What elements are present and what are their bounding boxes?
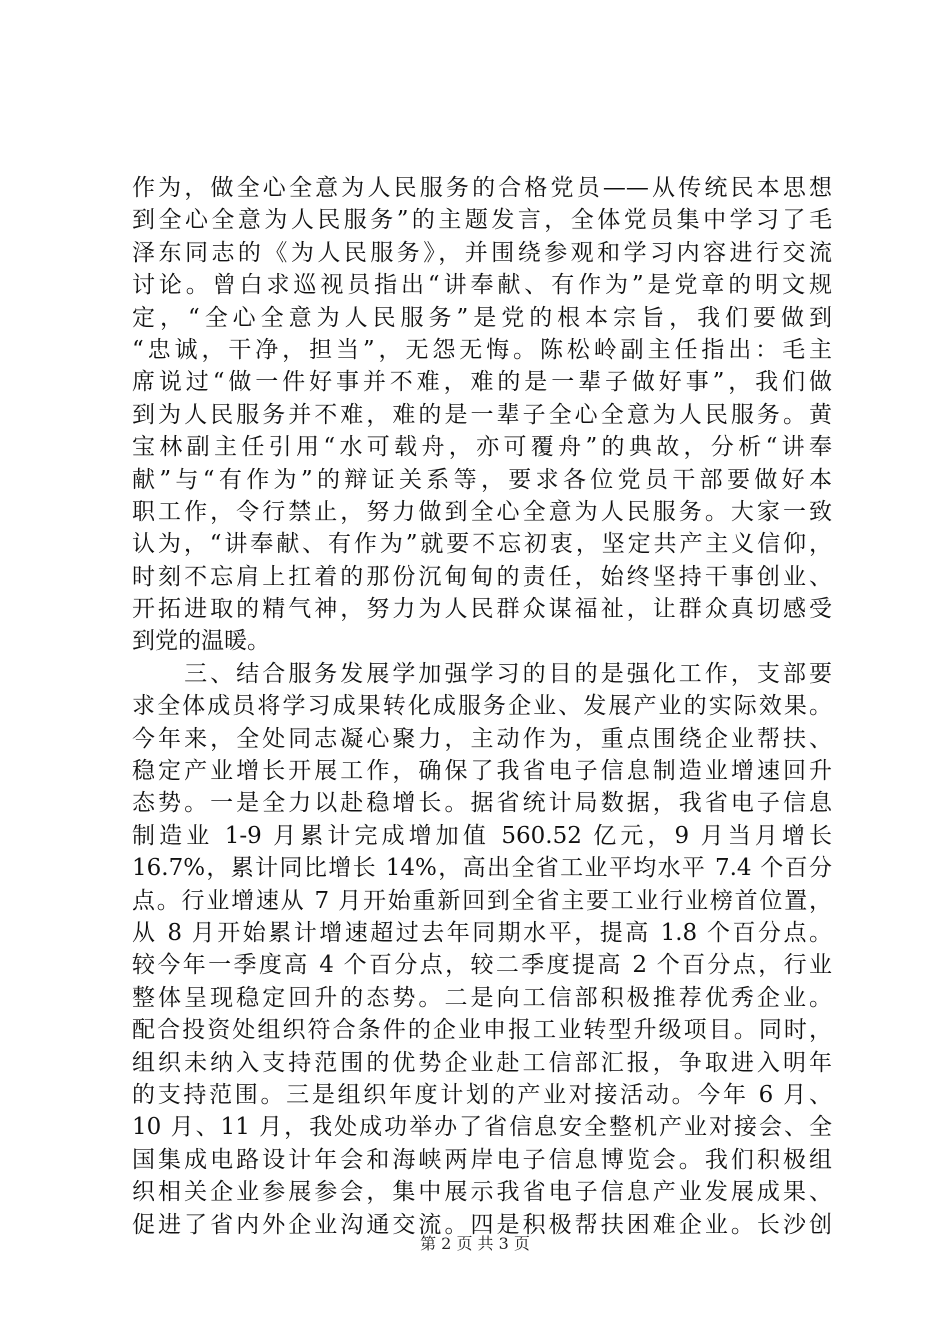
text-line: “忠诚，干净，担当”，无怨无悔。陈松岭副主任指出：毛主 xyxy=(132,336,832,363)
text-line: 宝林副主任引用“水可载舟，亦可覆舟”的典故，分析“讲奉 xyxy=(132,434,832,461)
text-line: 整体呈现稳定回升的态势。二是向工信部积极推荐优秀企业。 xyxy=(132,984,832,1011)
text-line: 作为，做全心全意为人民服务的合格党员——从传统民本思想 xyxy=(132,175,832,201)
text-line: 组织未纳入支持范围的优势企业赴工信部汇报，争取进入明年 xyxy=(132,1049,832,1076)
text-line: 献”与“有作为”的辩证关系等，要求各位党员干部要做好本 xyxy=(132,466,832,493)
text-line: 织相关企业参展参会，集中展示我省电子信息产业发展成果、 xyxy=(132,1179,832,1206)
text-line: 10 月、11 月，我处成功举办了省信息安全整机产业对接会、全 xyxy=(132,1114,832,1141)
text-line: 职工作，令行禁止，努力做到全心全意为人民服务。大家一致 xyxy=(132,498,832,525)
text-line: 认为，“讲奉献、有作为”就要不忘初衷，坚定共产主义信仰， xyxy=(132,531,832,558)
text-line: 16.7%，累计同比增长 14%，高出全省工业平均水平 7.4 个百分 xyxy=(132,855,832,882)
text-line: 到党的温暖。 xyxy=(132,628,270,655)
text-line: 点。行业增速从 7 月开始重新回到全省主要工业行业榜首位置， xyxy=(132,887,832,914)
text-line: 时刻不忘肩上扛着的那份沉甸甸的责任，始终坚持干事创业、 xyxy=(132,563,832,590)
text-line: 从 8 月开始累计增速超过去年同期水平，提高 1.8 个百分点。 xyxy=(132,919,832,946)
text-line: 求全体成员将学习成果转化成服务企业、发展产业的实际效果。 xyxy=(132,693,832,720)
text-line: 制造业 1-9 月累计完成增加值 560.52 亿元，9 月当月增长 xyxy=(132,822,832,849)
text-line: 稳定产业增长开展工作，确保了我省电子信息制造业增速回升 xyxy=(132,758,832,785)
text-line: 开拓进取的精气神，努力为人民群众谋福祉，让群众真切感受 xyxy=(132,596,832,623)
text-line: 泽东同志的《为人民服务》，并围绕参观和学习内容进行交流 xyxy=(132,239,832,266)
text-line: 较今年一季度高 4 个百分点，较二季度提高 2 个百分点，行业 xyxy=(132,952,832,979)
body-text xyxy=(132,172,832,1241)
text-line: 到为人民服务并不难，难的是一辈子全心全意为人民服务。黄 xyxy=(132,401,832,428)
text-line: 国集成电路设计年会和海峡两岸电子信息博览会。我们积极组 xyxy=(132,1146,832,1173)
text-line: 今年来，全处同志凝心聚力，主动作为，重点围绕企业帮扶、 xyxy=(132,725,832,752)
text-line: 促进了省内外企业沟通交流。四是积极帮扶困难企业。长沙创 xyxy=(132,1211,832,1238)
text-line: 定，“全心全意为人民服务”是党的根本宗旨，我们要做到 xyxy=(132,304,832,331)
text-line: 席说过“做一件好事并不难，难的是一辈子做好事”，我们做 xyxy=(132,369,832,396)
text-line: 态势。一是全力以赴稳增长。据省统计局数据，我省电子信息 xyxy=(132,790,832,817)
text-line: 到全心全意为人民服务”的主题发言，全体党员集中学习了毛 xyxy=(132,207,832,234)
text-line: 配合投资处组织符合条件的企业申报工业转型升级项目。同时， xyxy=(132,1017,832,1044)
text-line: 讨论。曾白求巡视员指出“讲奉献、有作为”是党章的明文规 xyxy=(132,272,832,299)
text-line: 三、结合服务发展学加强学习的目的是强化工作，支部要 xyxy=(132,660,832,687)
page-number-footer: 第 2 页 共 3 页 xyxy=(420,1234,530,1253)
text-line: 的支持范围。三是组织年度计划的产业对接活动。今年 6 月、 xyxy=(132,1081,832,1108)
